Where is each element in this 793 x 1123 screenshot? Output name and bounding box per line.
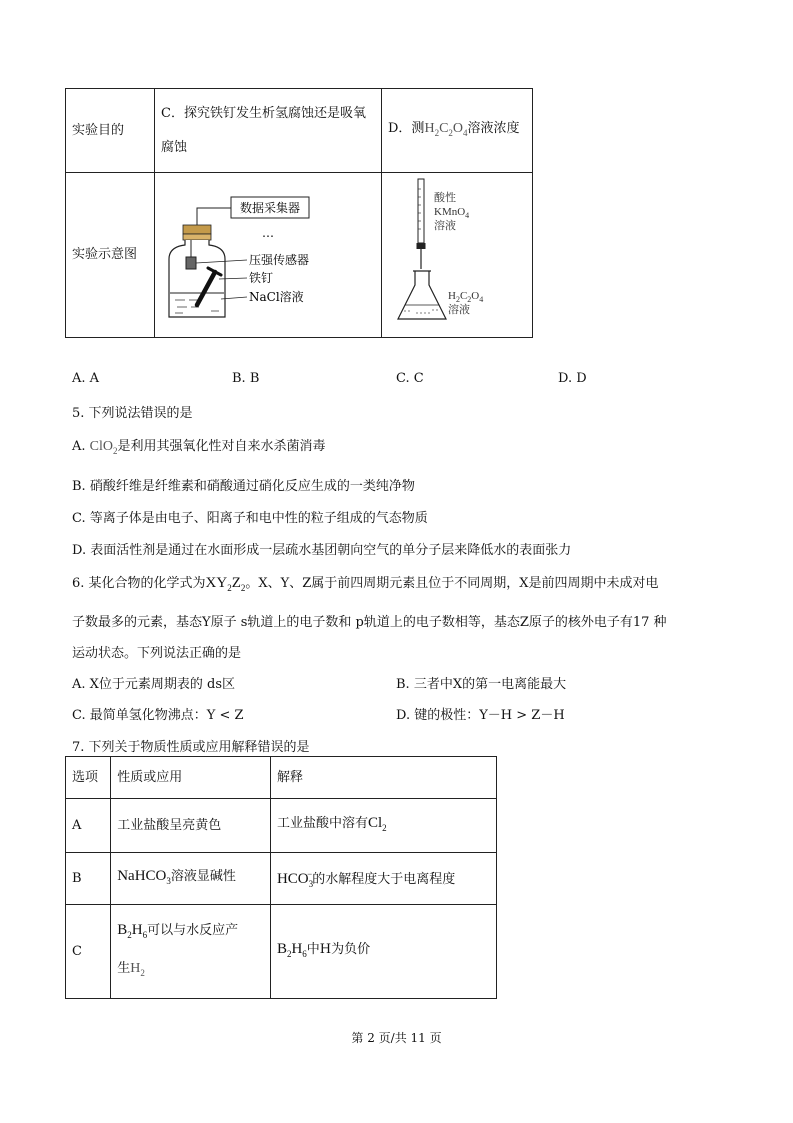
q5-option-d: D. 表面活性剂是通过在水面形成一层疏水基团朝向空气的单分子层来降低水的表面张力 (72, 543, 572, 558)
reagent-label-1: 酸性 (434, 191, 456, 204)
q6-stem-suffix: 。X、Y、Z属于前四周期元素且位于不同周期，X是前四周期中未成对电 (245, 576, 659, 591)
q5-option-a-prefix: A. (72, 439, 86, 454)
row-label-diagram (66, 173, 155, 338)
burette-icon (418, 179, 424, 243)
row-c-prop-text2: 生 (117, 961, 131, 977)
row-c-explanation (270, 905, 496, 999)
row-label-purpose (66, 89, 155, 173)
row-c-expl-text: 中H为负价 (306, 942, 371, 957)
q4-option-b: B. B (232, 371, 260, 386)
nail-label: 铁钉 (249, 271, 274, 285)
cell-purpose-d (382, 89, 533, 173)
table-row (66, 853, 497, 905)
collector-label: 数据采集器 (239, 201, 301, 215)
stopper-band-icon (183, 234, 211, 240)
row-b-property (111, 853, 271, 905)
row-a-property: 工业盐酸呈亮黄色 (111, 799, 271, 853)
row-b-option: B (66, 853, 111, 905)
row-b-expl-text: 的水解程度大于电离程度 (312, 871, 456, 887)
table-header-row (66, 757, 497, 799)
header-option: 选项 (66, 757, 111, 799)
purpose-d-text (388, 112, 526, 150)
q6-option-d: D. 键的极性：Y－H > Z－H (396, 708, 565, 723)
formula-b2h6: $B_2H_6$ (117, 922, 148, 941)
formula-h2: $H_2$ (130, 961, 145, 978)
cell-purpose-c (155, 89, 382, 173)
titration-diagram (382, 173, 532, 327)
purpose-d-prefix: D．测 (388, 120, 425, 136)
header-explanation: 解释 (270, 757, 496, 799)
cell-text: 实验目的 (72, 122, 125, 138)
header-property: 性质或应用 (111, 757, 271, 799)
cell-text: 实验示意图 (72, 247, 138, 262)
q6-stem-line2: 子数最多的元素，基态Y原子 s轨道上的电子数和 p轨道上的电子数相等，基态Z原子的核外电子有17 种 (72, 615, 667, 630)
q4-option-c: C. C (396, 371, 424, 386)
solution-label: NaCl溶液 (249, 290, 304, 304)
corrosion-apparatus-diagram (155, 173, 381, 327)
row-c-option: C (66, 905, 111, 999)
q7-stem: 7. 下列关于物质性质或应用解释错误的是 (72, 740, 310, 755)
table-row (66, 799, 497, 853)
row-a-explanation (270, 799, 496, 853)
cell-diagram-d (382, 173, 533, 338)
stopcock-icon (417, 243, 426, 249)
formula-xy2z2: $XY_2Z_2$ (205, 575, 246, 593)
formula-nahco3: NaHCO$_3$ (117, 868, 171, 886)
q4-option-a: A. A (72, 371, 100, 386)
purpose-d-suffix: 溶液浓度 (467, 120, 520, 136)
wire-line (197, 208, 231, 225)
purpose-c-text: C．探究铁钉发生析氢腐蚀还是吸氧腐蚀 (161, 105, 366, 155)
formula-hco3-ion: $HCO_3^-$ (276, 868, 314, 889)
formula-b2h6: $B_2H_6$ (276, 941, 307, 959)
row-c-prop-text1: 可以与水反应产 (147, 923, 239, 939)
table-row (66, 905, 497, 999)
collector-dots: … (262, 226, 274, 240)
cell-diagram-c (155, 173, 382, 338)
q4-option-d: D. D (558, 371, 587, 386)
q5-option-b: B. 硝酸纤维是纤维素和硝酸通过硝化反应生成的一类纯净物 (72, 479, 415, 494)
page-footer: 第 2 页/共 11 页 (351, 1031, 442, 1045)
q5-option-a-text: 是利用其强氧化性对自来水杀菌消毒 (117, 439, 326, 454)
q7-table (65, 756, 497, 999)
sensor-icon (186, 257, 196, 269)
q5-option-a (72, 435, 326, 456)
flask-label-2: 溶液 (448, 303, 470, 316)
q5-stem: 5. 下列说法错误的是 (72, 406, 193, 421)
row-a-expl-text: 工业盐酸中溶有 (276, 816, 368, 831)
row-b-explanation (270, 853, 496, 905)
row-c-property (111, 905, 271, 999)
q6-stem-line1 (72, 572, 659, 593)
row-c-prop-line1 (117, 913, 264, 952)
q6-option-c: C. 最简单氢化物沸点：Y < Z (72, 708, 244, 723)
formula-cl2: $Cl_2$ (367, 815, 387, 833)
flask-label-formula: $H_2C_2O_4$ (448, 290, 484, 304)
formula-clo2: ClO$_2$ (89, 439, 118, 456)
q6-option-b: B. 三者中X的第一电离能最大 (396, 677, 567, 692)
row-a-option: A (66, 799, 111, 853)
row-c-prop-line2 (117, 952, 264, 990)
q6-stem-prefix: 6. 某化合物的化学式为 (72, 576, 206, 591)
sensor-label: 压强传感器 (249, 253, 310, 267)
experiment-table (65, 88, 533, 338)
q6-stem-line3: 运动状态。下列说法正确的是 (72, 646, 242, 661)
formula-h2c2o4: $H_2C_2O_4$ (424, 120, 468, 138)
flask-icon (398, 271, 446, 319)
row-b-prop-text: 溶液显碱性 (170, 869, 236, 884)
stopper-icon (183, 225, 211, 234)
reagent-label-3: 溶液 (434, 219, 456, 232)
q6-option-a: A. X位于元素周期表的 ds区 (72, 677, 236, 692)
reagent-label-2: KMnO$_4$ (434, 206, 470, 220)
q5-option-c: C. 等离子体是由电子、阳离子和电中性的粒子组成的气态物质 (72, 511, 428, 526)
